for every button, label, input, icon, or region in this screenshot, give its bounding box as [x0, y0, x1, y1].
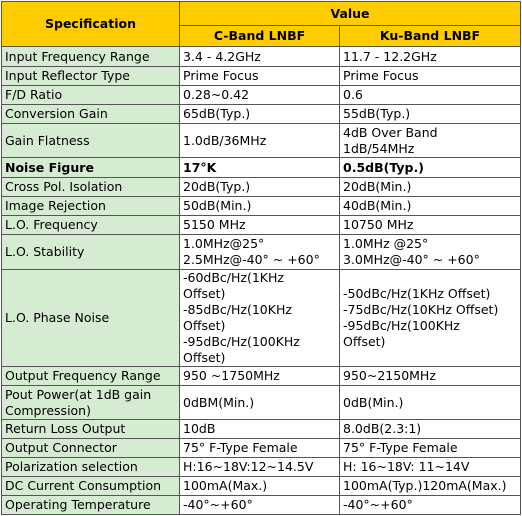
table-row: [2, 178, 521, 197]
header-c-band: C-Band LNBF: [180, 26, 340, 47]
c-band-value: 20dB(Typ.): [180, 178, 340, 197]
table-row: [2, 216, 521, 235]
row-label: Output Connector: [2, 439, 180, 458]
table-row: [2, 47, 521, 67]
c-band-value: -40°~+60°: [180, 496, 340, 515]
row-label: Pout Power(at 1dB gain Compression): [2, 386, 180, 420]
header-ku-band: Ku-Band LNBF: [340, 26, 521, 47]
ku-band-value: -50dBc/Hz(1KHz Offset) -75dBc/Hz(10KHz Offset) -95dBc/Hz(100KHz Offset): [340, 270, 521, 367]
table-row: [2, 496, 521, 515]
table-row: [2, 67, 521, 86]
header-value: Value: [180, 2, 521, 26]
row-label: F/D Ratio: [2, 86, 180, 105]
ku-band-value: 100mA(Typ.)120mA(Max.): [340, 477, 521, 496]
ku-band-value: 0dB(Min.): [340, 386, 521, 420]
table-row: [2, 439, 521, 458]
c-band-value: 950 ~1750MHz: [180, 367, 340, 386]
c-band-value: 50dB(Min.): [180, 197, 340, 216]
row-label: L.O. Frequency: [2, 216, 180, 235]
row-label: Input Frequency Range: [2, 47, 180, 67]
row-label: Output Frequency Range: [2, 367, 180, 386]
row-label: Conversion Gain: [2, 105, 180, 124]
header-specification: Specification: [2, 2, 180, 47]
ku-band-value: Prime Focus: [340, 67, 521, 86]
c-band-value: 65dB(Typ.): [180, 105, 340, 124]
ku-band-value: H: 16~18V: 11~14V: [340, 458, 521, 477]
row-label: Gain Flatness: [2, 124, 180, 158]
table-row: [2, 235, 521, 270]
table-row: [2, 86, 521, 105]
specification-table: [1, 1, 521, 515]
c-band-value: 75° F-Type Female: [180, 439, 340, 458]
ku-band-value: 75° F-Type Female: [340, 439, 521, 458]
ku-band-value: 8.0dB(2.3:1): [340, 420, 521, 439]
table-row: [2, 197, 521, 216]
c-band-value: -60dBc/Hz(1KHz Offset) -85dBc/Hz(10KHz Offset) -95dBc/Hz(100KHz Offset): [180, 270, 340, 367]
row-label: Cross Pol. Isolation: [2, 178, 180, 197]
table-row: [2, 458, 521, 477]
row-label: Return Loss Output: [2, 420, 180, 439]
ku-band-value: -40°~+60°: [340, 496, 521, 515]
row-label: L.O. Phase Noise: [2, 270, 180, 367]
c-band-value: 1.0MHz@25° 2.5MHz@-40° ~ +60°: [180, 235, 340, 270]
c-band-value: Prime Focus: [180, 67, 340, 86]
c-band-value: H:16~18V:12~14.5V: [180, 458, 340, 477]
c-band-value: 100mA(Max.): [180, 477, 340, 496]
table-row: [2, 420, 521, 439]
row-label: Image Rejection: [2, 197, 180, 216]
table-row: [2, 270, 521, 367]
table-row: [2, 124, 521, 158]
row-label: Input Reflector Type: [2, 67, 180, 86]
table-header-row: [2, 2, 521, 26]
ku-band-value: 950~2150MHz: [340, 367, 521, 386]
c-band-value: 0dBM(Min.): [180, 386, 340, 420]
table-row: [2, 158, 521, 178]
row-label: Noise Figure: [2, 158, 180, 178]
c-band-value: 1.0dB/36MHz: [180, 124, 340, 158]
c-band-value: 5150 MHz: [180, 216, 340, 235]
ku-band-value: 4dB Over Band 1dB/54MHz: [340, 124, 521, 158]
table-row: [2, 477, 521, 496]
row-label: L.O. Stability: [2, 235, 180, 270]
ku-band-value: 55dB(Typ.): [340, 105, 521, 124]
ku-band-value: 1.0MHz @25° 3.0MHz@-40° ~ +60°: [340, 235, 521, 270]
table-row: [2, 105, 521, 124]
table-row: [2, 386, 521, 420]
row-label: Polarization selection: [2, 458, 180, 477]
c-band-value: 17°K: [180, 158, 340, 178]
row-label: DC Current Consumption: [2, 477, 180, 496]
c-band-value: 3.4 - 4.2GHz: [180, 47, 340, 67]
row-label: Operating Temperature: [2, 496, 180, 515]
ku-band-value: 20dB(Min.): [340, 178, 521, 197]
c-band-value: 10dB: [180, 420, 340, 439]
ku-band-value: 11.7 - 12.2GHz: [340, 47, 521, 67]
c-band-value: 0.28~0.42: [180, 86, 340, 105]
table-row: [2, 367, 521, 386]
ku-band-value: 40dB(Min.): [340, 197, 521, 216]
ku-band-value: 0.6: [340, 86, 521, 105]
ku-band-value: 0.5dB(Typ.): [340, 158, 521, 178]
ku-band-value: 10750 MHz: [340, 216, 521, 235]
